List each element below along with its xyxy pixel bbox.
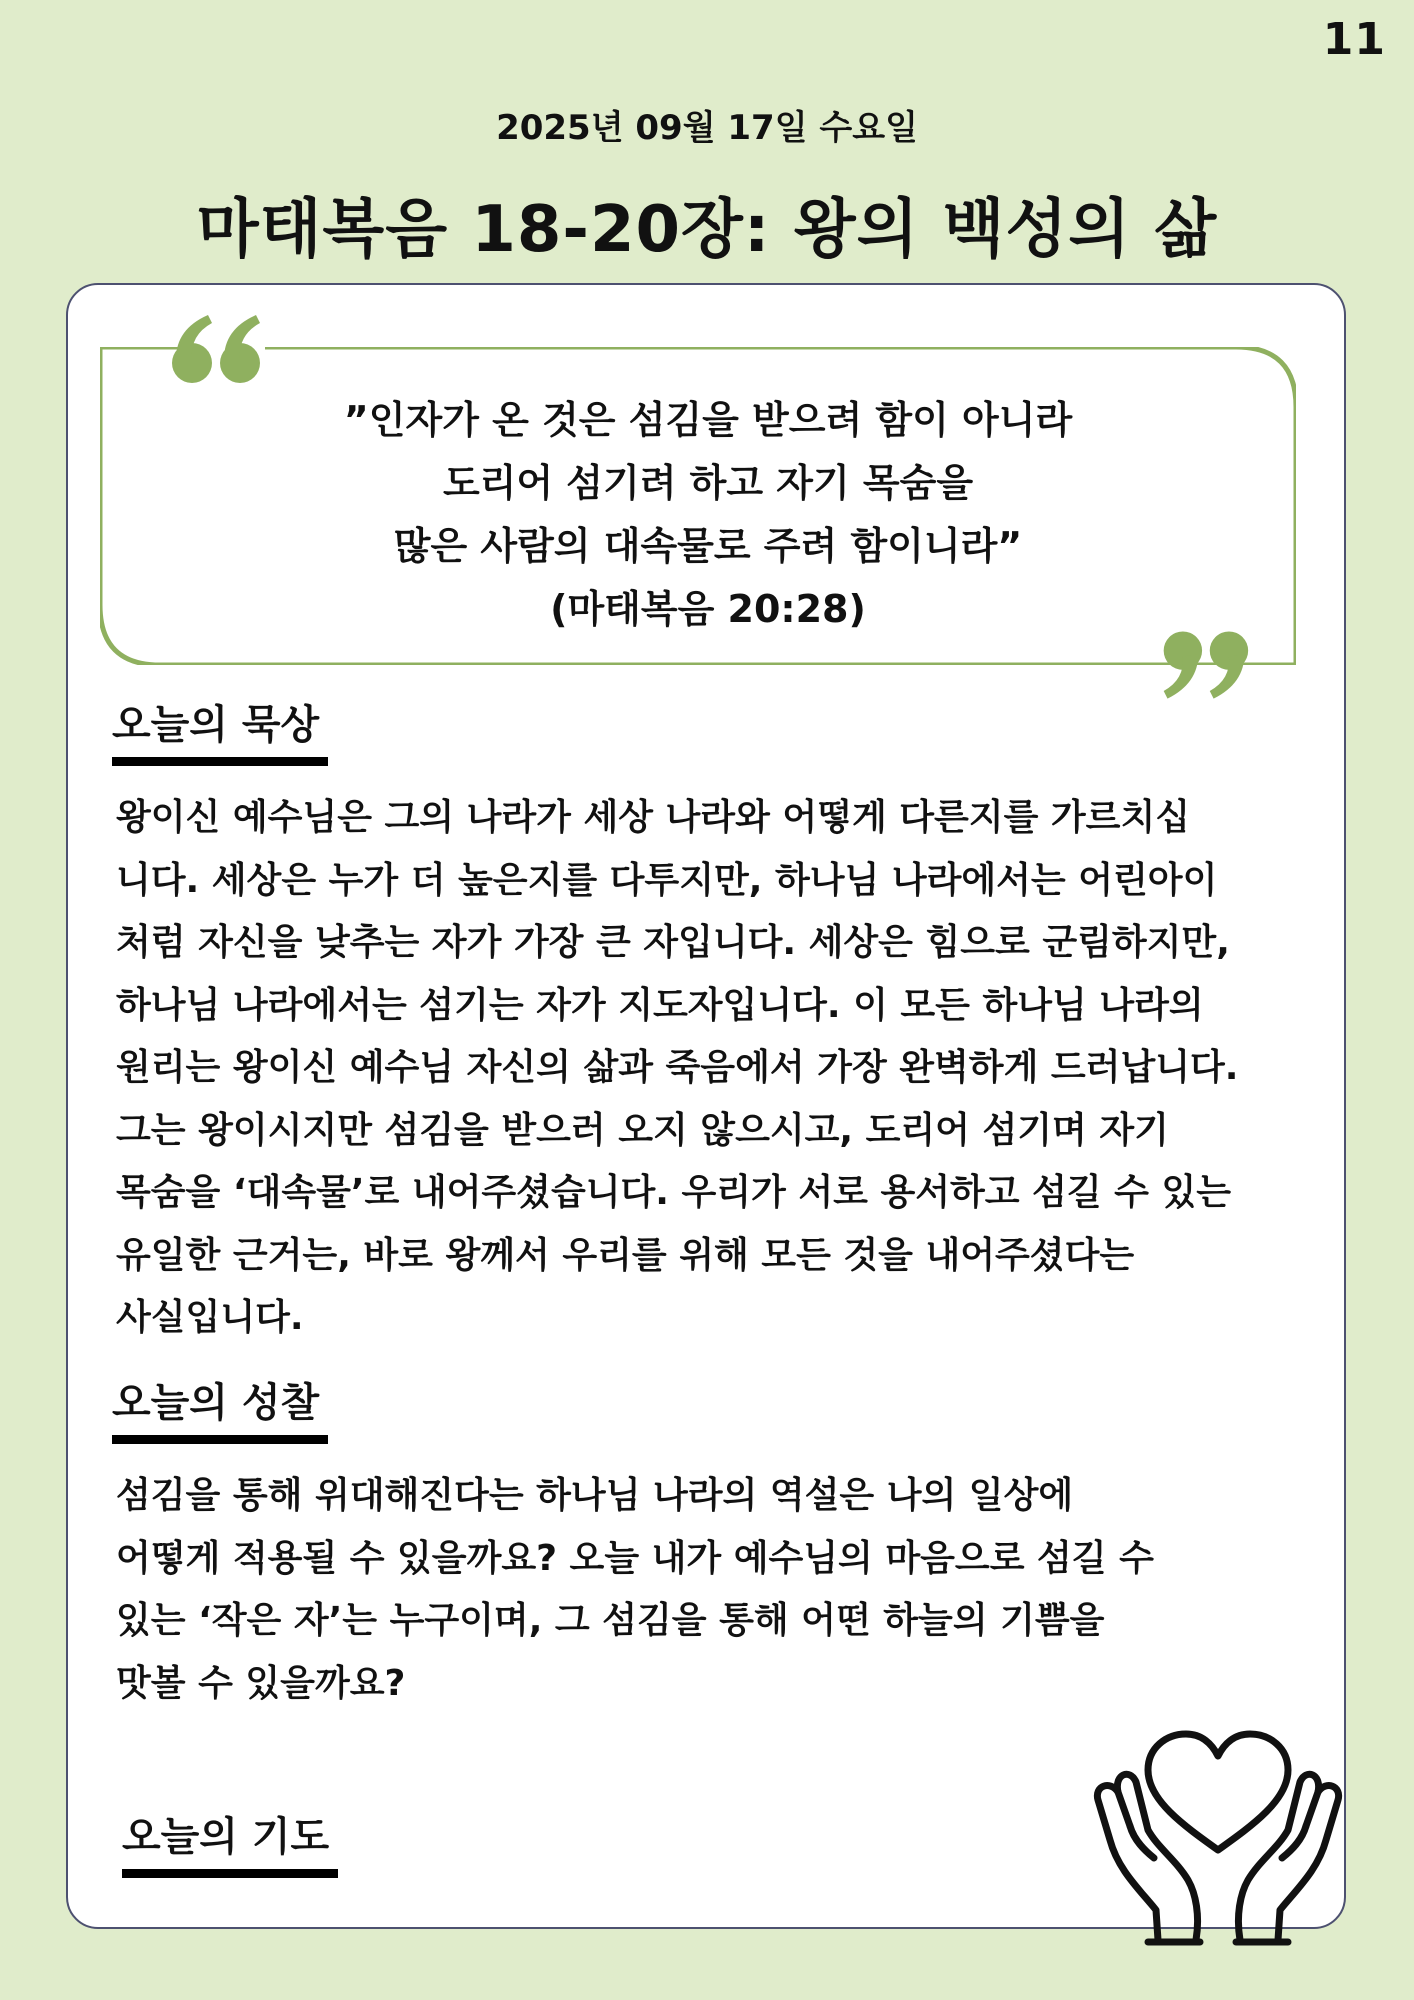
reflection-body: 섬김을 통해 위대해진다는 하나님 나라의 역설은 나의 일상에 어떻게 적용될 수 있을까요? 오늘 내가 예수님의 마음으로 섬길 수 있는 ‘작은 자’는 누구이며, 그 섬김을 통해 어떤 하늘의 기쁨을 맛볼 수 있을까요? (116, 1475, 1154, 1704)
quote-line-3: 많은 사람의 대속물로 주려 함이니라” (393, 524, 1023, 568)
reflection-heading: 오늘의 성찰 (112, 1379, 328, 1444)
scripture-quote (68, 389, 1348, 641)
page-number: 11 (1322, 14, 1386, 65)
meditation-heading: 오늘의 묵상 (112, 701, 328, 766)
quote-reference: (마태복음 20:28) (550, 587, 866, 631)
prayer-heading: 오늘의 기도 (122, 1813, 338, 1878)
page-title: 마태복음 18-20장: 왕의 백성의 삶 (196, 193, 1218, 267)
meditation-body: 왕이신 예수님은 그의 나라가 세상 나라와 어떻게 다른지를 가르치십 니다. 세상은 누가 더 높은지를 다투지만, 하나님 나라에서는 어린아이 처럼 자신을 낮추는 자가 가장 큰 자입니다. 세상은 힘으로 군림하지만, 하나님 나라에서는 섬기는 자가 지도자입니다. 이 모든 하나님 나라의 원리는 왕이신 예수님 자신의 삶과 죽음에서 가장 완벽하게 드러납니다. 그는 왕이시지만 섬김을 받으러 오지 않으시고, 도리어 섬기며 자기 목숨을 ‘대속물’로 내어주셨습니다. 우리가 서로 용서하고 섬길 수 있는 유일한 근거는, 바로 왕께서 우리를 위해 모든 것을 내어주셨다는 사실입니다. (116, 797, 1239, 1338)
quote-line-2: 도리어 섬기려 하고 자기 목숨을 (442, 461, 974, 505)
quote-line-1: ”인자가 온 것은 섬김을 받으려 함이 아니라 (343, 398, 1073, 442)
open-quote-icon (168, 309, 268, 389)
date-line: 2025년 09월 17일 수요일 (496, 108, 918, 148)
content-card (66, 283, 1346, 1929)
hands-heart-icon (1088, 1730, 1348, 1950)
